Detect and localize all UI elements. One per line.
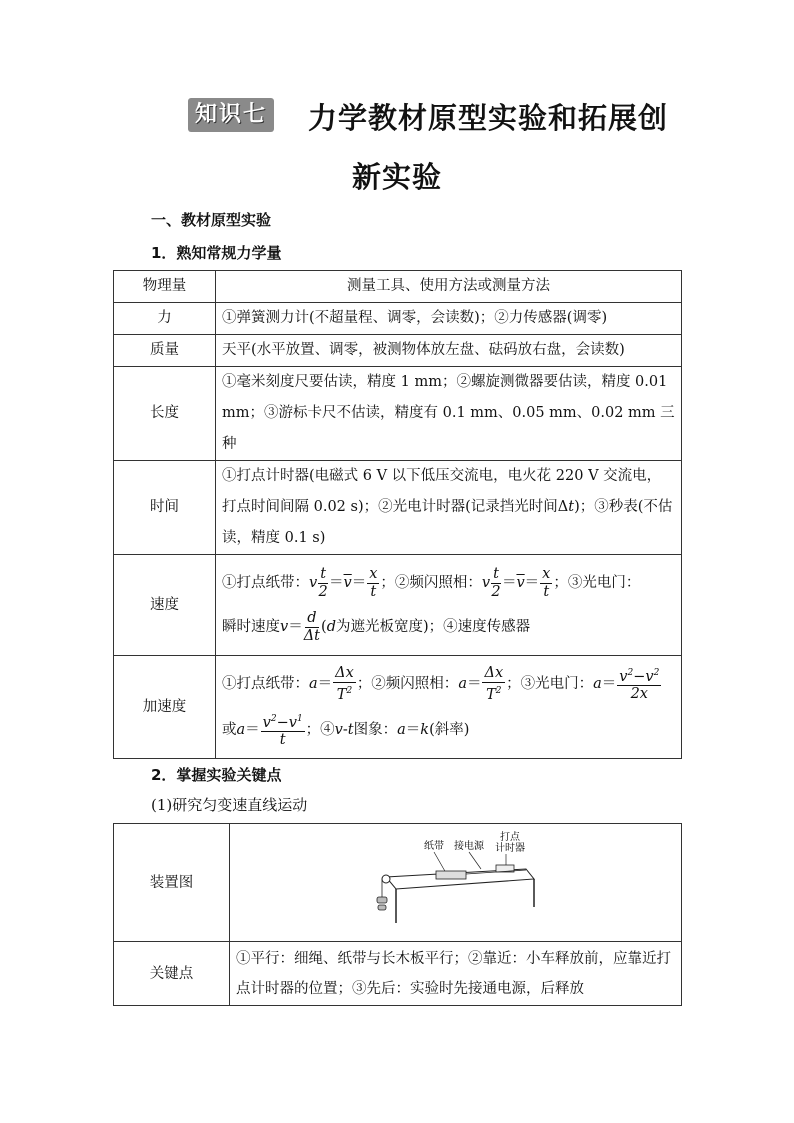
table-row [114, 824, 682, 942]
quantity-cell: 速度 [114, 555, 216, 656]
col-header-method: 测量工具、使用方法或测量方法 [216, 271, 682, 303]
method-cell: ①毫米刻度尺要估读，精度 1 mm；②螺旋测微器要估读，精度 0.01 mm；③游标卡尺不估读，精度有 0.1 mm、0.05 mm、0.02 mm 三种 [216, 367, 682, 461]
quantity-cell: 长度 [114, 367, 216, 461]
table-row [114, 461, 682, 555]
table-row [114, 942, 682, 1006]
row-label: 关键点 [114, 942, 230, 1006]
page-title-line1: 力学教材原型实验和拓展创 [308, 101, 669, 135]
quantity-cell: 时间 [114, 461, 216, 555]
experiment-table [113, 823, 682, 1006]
table-row [114, 656, 682, 759]
method-cell: ①打点计时器(电磁式 6 V 以下低压交流电，电火花 220 V 交流电，打点时间间隔 0.02 s)；②光电计时器(记录挡光时间Δt)；③秒表(不估读，精度 0.1 s) [216, 461, 682, 555]
subsection-heading: 2．掌握实验关键点 [151, 766, 282, 784]
method-cell: ①弹簧测力计(不超量程、调零，会读数)；②力传感器(调零) [216, 303, 682, 335]
label-tape: 纸带 [423, 841, 444, 852]
quantity-cell: 加速度 [114, 656, 216, 759]
key-points-cell: ①平行：细绳、纸带与长木板平行；②靠近：小车释放前，应靠近打点计时器的位置；③先后：实验时先接通电源，后释放 [230, 942, 682, 1006]
pulley [382, 875, 390, 883]
hanging-weight [377, 897, 387, 903]
subsection-heading: 1．熟知常规力学量 [151, 244, 282, 262]
cart [436, 871, 466, 879]
label-timer-2: 计时器 [494, 843, 525, 854]
table-row [114, 367, 682, 461]
apparatus-diagram [356, 827, 556, 927]
row-label: 装置图 [114, 824, 230, 942]
method-cell: ①打点纸带：a＝ $\frac{\Delta x}{T^2}$ ；②频闪照相：a＝ $\frac{\Delta x}{T^2}$ ；③光电门：a＝ $\frac{v^2-v^2}{2x}$ 或a＝ $\frac{v^2-v^1}{t}$ ；④v-t图象：a＝k(斜率) [216, 656, 682, 759]
subsubsection-heading: (1)研究匀变速直线运动 [151, 796, 308, 814]
table-row [114, 555, 682, 656]
page-title-line2: 新实验 [352, 160, 443, 194]
label-power: 接电源 [453, 841, 484, 852]
col-header-quantity: 物理量 [114, 271, 216, 303]
method-cell: ①打点纸带：v $\frac{t}{2}$ $=\overline{v}=$ $\frac{x}{t}$ ；②频闪照相：v $\frac{t}{2}$ $=\overline{v}=$ $\frac{x}{t}$ ；③光电门： 瞬时速度v＝ $\frac{d}{\Delta t}$ (d为遮光板宽度)；④速度传感器 [216, 555, 682, 656]
apparatus-diagram-cell [230, 824, 682, 942]
section-heading: 一、教材原型实验 [151, 211, 272, 229]
quantity-cell: 质量 [114, 335, 216, 367]
quantities-table [113, 270, 682, 759]
table-header-row [114, 271, 682, 303]
label-timer-1: 打点 [499, 832, 520, 843]
table-row [114, 303, 682, 335]
section-badge: 知识七 [188, 98, 274, 132]
table-row [114, 335, 682, 367]
quantity-cell: 力 [114, 303, 216, 335]
method-cell: 天平(水平放置、调零，被测物体放左盘、砝码放右盘，会读数) [216, 335, 682, 367]
